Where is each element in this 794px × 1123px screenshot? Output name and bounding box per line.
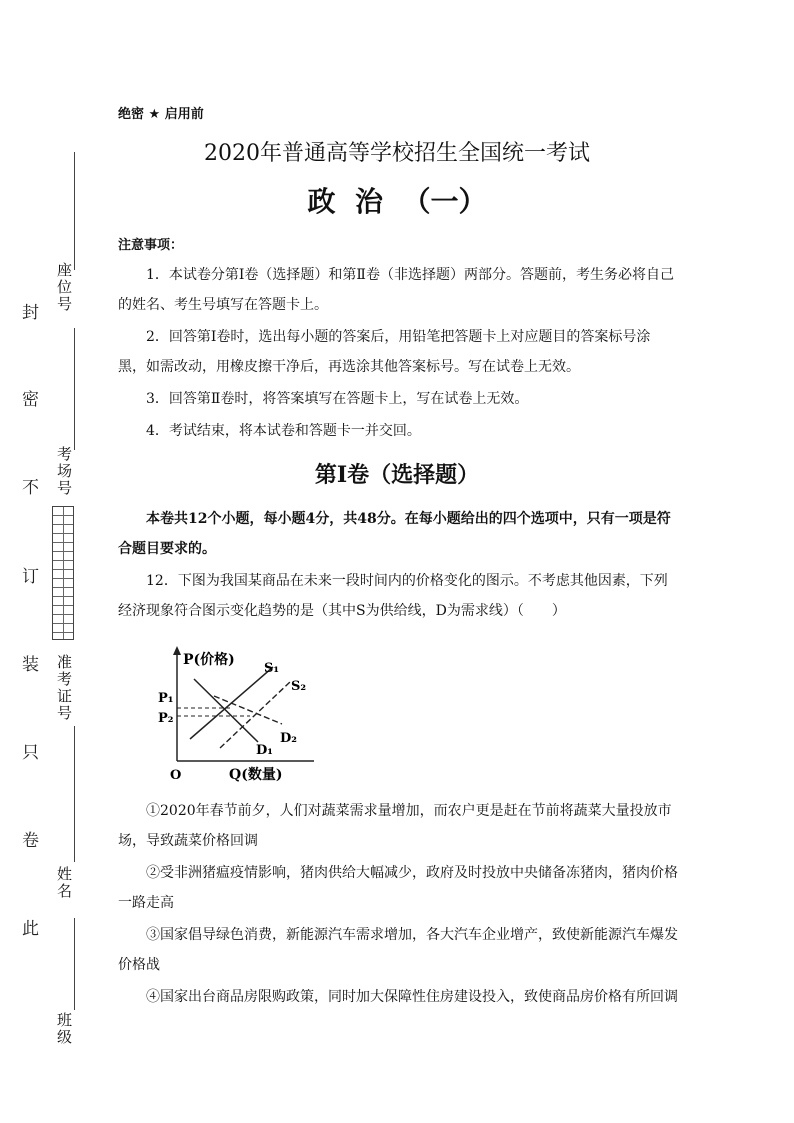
subject-title: 政 治 （一） — [307, 185, 487, 218]
supply-demand-figure — [150, 644, 320, 786]
x-axis-label: Q(数量) — [229, 767, 283, 783]
seal-char: 卷 — [22, 831, 39, 851]
margin-line — [74, 918, 75, 1010]
s2-label: S₂ — [291, 679, 307, 694]
p1-label: P₁ — [158, 691, 174, 706]
seal-char: 密 — [22, 390, 39, 410]
notice-item: 2．回答第Ⅰ卷时，选出每小题的答案后，用铅笔把答题卡上对应题目的答案标号涂黑，如需改动，用橡皮擦干净后，再选涂其他答案标号。写在试卷上无效。 — [118, 329, 651, 375]
margin-line — [74, 328, 75, 450]
option-3: ③国家倡导绿色消费，新能源汽车需求增加，各大汽车企业增产，致使新能源汽车爆发价格战 — [118, 927, 678, 973]
section-instruction: 本卷共12个小题，每小题4分，共48分。在每小题给出的四个选项中，只有一项是符合题目要求的。 — [118, 511, 671, 557]
admission-number-grid — [52, 506, 74, 640]
option-1: ①2020年春节前夕，人们对蔬菜需求量增加，而农户更是赶在节前将蔬菜大量投放市场，导致蔬菜价格回调 — [118, 803, 672, 849]
y-axis-arrow-icon — [173, 646, 181, 655]
admission-number-label: 准考证号 — [55, 654, 73, 722]
seal-char: 不 — [22, 478, 39, 498]
confidential-mark: 绝密 ★ 启用前 — [118, 107, 204, 122]
s1-label: S₁ — [264, 661, 280, 676]
y-axis-label: P(价格) — [183, 652, 235, 668]
seal-char: 封 — [22, 303, 39, 323]
notice-item: 4．考试结束，将本试卷和答题卡一并交回。 — [146, 423, 421, 439]
p2-label: P₂ — [158, 711, 174, 726]
exam-room-label: 考场号 — [55, 446, 73, 497]
y-axis — [173, 646, 181, 761]
d2-label: D₂ — [280, 731, 297, 746]
notice-item: 3．回答第Ⅱ卷时，将答案填写在答题卡上，写在试卷上无效。 — [146, 391, 529, 407]
class-label: 班级 — [55, 1012, 73, 1046]
seal-char: 订 — [22, 567, 39, 587]
origin-label: O — [170, 768, 182, 783]
margin-line — [74, 726, 75, 862]
exam-title: 2020年普通高等学校招生全国统一考试 — [204, 141, 590, 166]
name-label: 姓名 — [55, 866, 73, 900]
notice-item: 1．本试卷分第Ⅰ卷（选择题）和第Ⅱ卷（非选择题）两部分。答题前，考生务必将自己的姓名、考生号填写在答题卡上。 — [118, 267, 674, 313]
seat-number-label: 座位号 — [55, 262, 73, 313]
d1-label: D₁ — [256, 743, 273, 758]
seal-char: 只 — [22, 743, 39, 763]
notice-heading: 注意事项： — [118, 238, 184, 253]
seal-char: 此 — [22, 919, 39, 939]
option-4: ④国家出台商品房限购政策，同时加大保障性住房建设投入，致使商品房价格有所回调 — [146, 989, 678, 1005]
section-title: 第Ⅰ卷（选择题） — [314, 462, 480, 488]
seal-char: 装 — [22, 655, 39, 675]
question-stem: 12．下图为我国某商品在未来一段时间内的价格变化的图示。不考虑其他因素，下列经济现象符合图示变化趋势的是（其中S为供给线，D为需求线）（ ） — [118, 573, 668, 619]
option-2: ②受非洲猪瘟疫情影响，猪肉供给大幅减少，政府及时投放中央储备冻猪肉，猪肉价格一路走高 — [118, 865, 678, 911]
